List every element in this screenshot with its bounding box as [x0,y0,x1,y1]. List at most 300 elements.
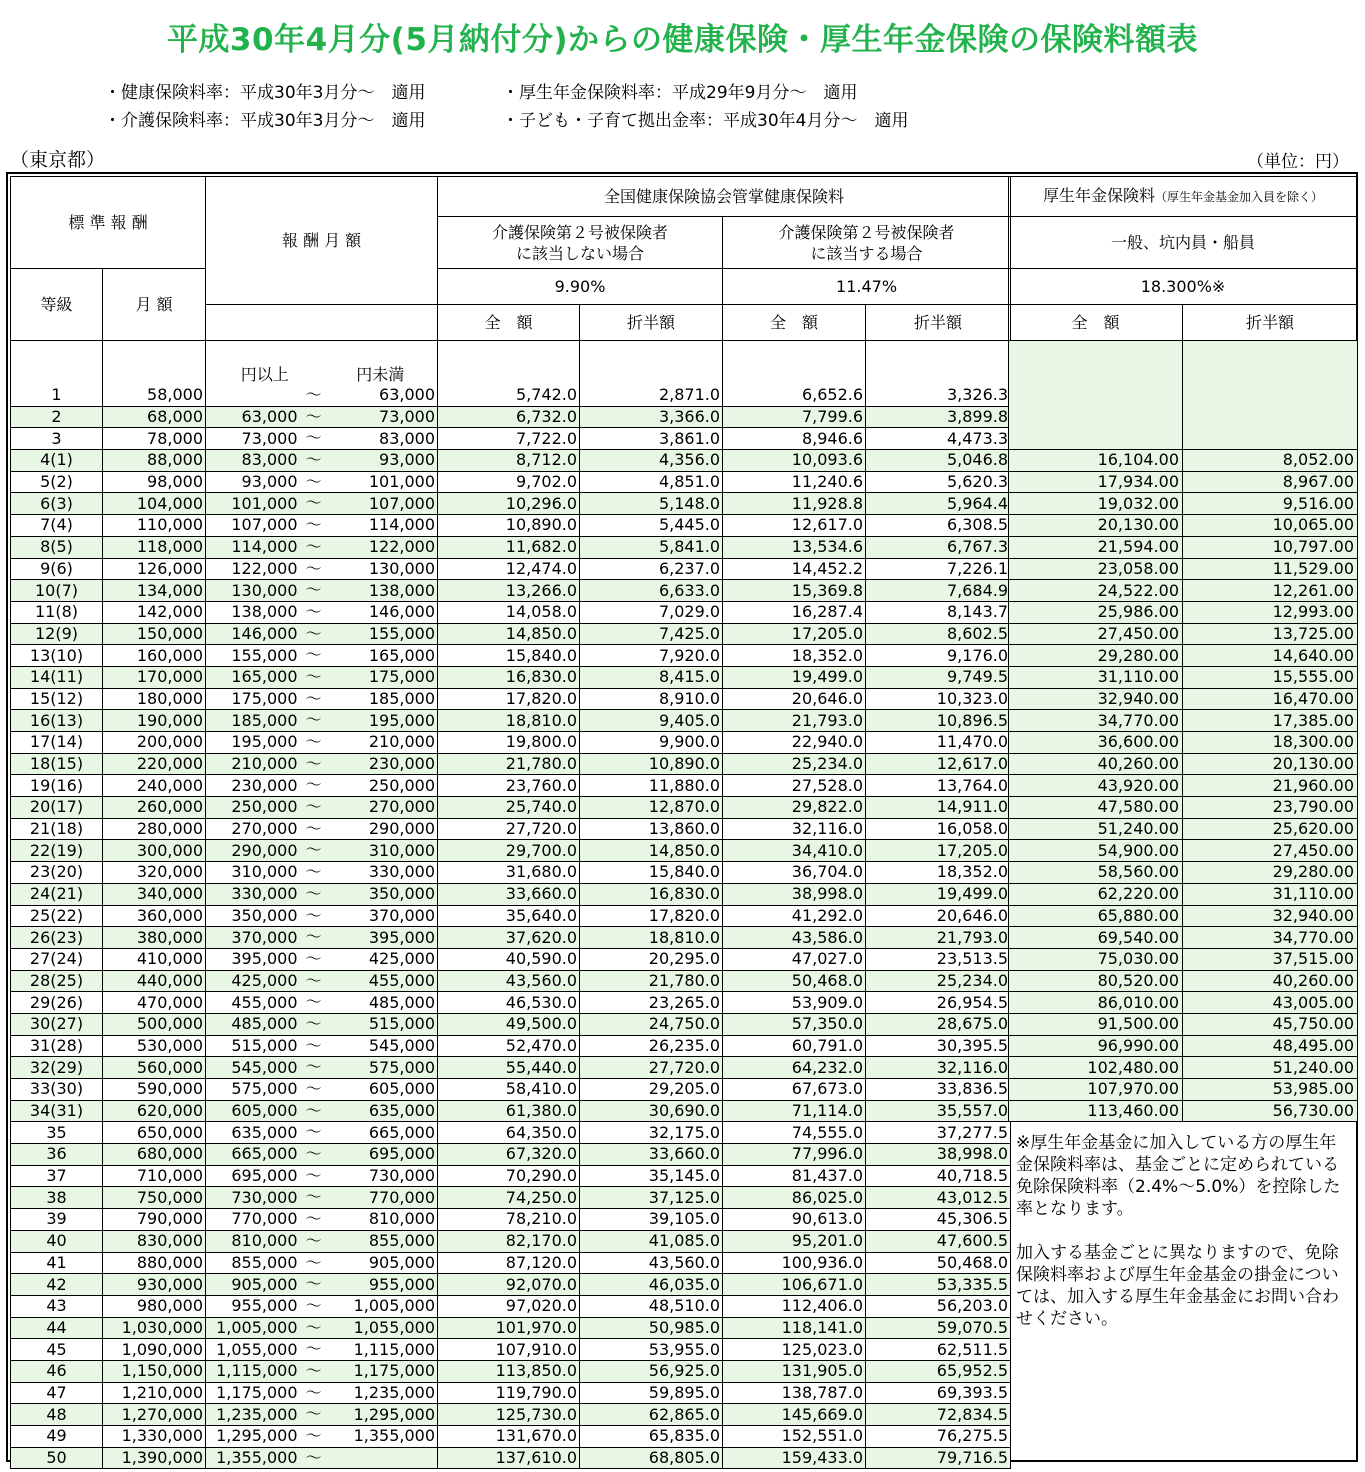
half-amount-cell: 10,890.0 [580,753,723,775]
range-min-cell [206,1187,324,1209]
monthly-cell: 440,000 [103,970,206,992]
pension-full-cell: 58,560.00 [1009,862,1183,884]
full-amount-cell: 11,682.0 [438,536,580,558]
tilde-separator: ～ [305,601,322,621]
pension-full-cell: 17,934.00 [1009,471,1183,493]
monthly-cell: 560,000 [103,1057,206,1079]
pension-half-cell: 8,967.00 [1183,471,1358,493]
range-min-value: 1,175,000 [216,1382,298,1402]
full-amount-cell: 74,555.0 [723,1122,866,1144]
full-amount-cell: 87,120.0 [438,1252,580,1274]
full-amount-cell: 64,232.0 [723,1057,866,1079]
table-row [11,775,1011,797]
pension-row [1009,1057,1358,1079]
range-min-cell [206,471,324,493]
monthly-cell: 150,000 [103,623,206,645]
full-amount-cell: 97,020.0 [438,1295,580,1317]
half-amount-cell: 40,718.5 [866,1165,1011,1187]
pension-units-row [1009,341,1358,385]
half-amount-cell: 8,415.0 [580,666,723,688]
table-row [11,797,1011,819]
grade-cell: 1 [11,385,103,407]
pension-half-cell: 14,640.00 [1183,645,1358,667]
half-amount-cell: 9,405.0 [580,710,723,732]
range-min-value: 122,000 [231,558,298,578]
monthly-cell: 410,000 [103,948,206,970]
range-min-value: 605,000 [231,1101,298,1121]
range-min-cell [206,1165,324,1187]
full-amount-cell: 34,410.0 [723,840,866,862]
full-amount-cell: 31,680.0 [438,862,580,884]
full-amount-cell: 55,440.0 [438,1057,580,1079]
monthly-cell: 200,000 [103,732,206,754]
pension-full-cell [1009,385,1183,407]
region-label: （東京都） [10,149,106,171]
tilde-separator: ～ [305,1013,322,1033]
pension-half-cell: 12,261.00 [1183,580,1358,602]
grade-cell: 8(5) [11,536,103,558]
table-row [11,450,1011,472]
range-max-cell: 695,000 [324,1144,438,1166]
range-min-cell [206,666,324,688]
pension-half-cell: 40,260.00 [1183,970,1358,992]
pension-full-cell: 19,032.00 [1009,493,1183,515]
full-amount-cell: 14,850.0 [438,623,580,645]
tilde-separator: ～ [305,775,322,795]
table-row [11,905,1011,927]
full-amount-cell: 10,890.0 [438,515,580,537]
range-max-cell: 1,235,000 [324,1382,438,1404]
range-min-value: 138,000 [231,602,298,622]
full-amount-cell: 86,025.0 [723,1187,866,1209]
pension-half-cell: 10,797.00 [1183,536,1358,558]
half-amount-cell: 68,805.0 [580,1447,723,1469]
pension-row [1009,645,1358,667]
monthly-cell: 68,000 [103,406,206,428]
full-amount-cell: 6,652.6 [723,385,866,407]
half-amount-cell: 17,205.0 [866,840,1011,862]
child-rate-note: ・子ども・子育て拠出金率：平成30年4月分～ 適用 [502,111,909,131]
monthly-cell: 126,000 [103,558,206,580]
half-amount-cell: 3,326.3 [866,385,1011,407]
half-amount-cell: 21,793.0 [866,927,1011,949]
full-amount-cell: 13,534.6 [723,536,866,558]
monthly-cell: 750,000 [103,1187,206,1209]
half-amount-cell: 18,352.0 [866,862,1011,884]
full-amount-cell: 61,380.0 [438,1100,580,1122]
range-min-cell [206,1230,324,1252]
grade-cell: 49 [11,1426,103,1448]
pension-half-cell: 16,470.00 [1183,688,1358,710]
pension-row [1009,775,1358,797]
range-min-value: 770,000 [231,1209,298,1229]
full-amount-cell: 23,760.0 [438,775,580,797]
pension-full-cell: 54,900.00 [1009,840,1183,862]
not-care-header: 介護保険第２号被保険者 に該当しない場合 [438,217,723,269]
range-max-cell: 83,000 [324,428,438,450]
half-amount-cell: 28,675.0 [866,1013,1011,1035]
tilde-separator: ～ [305,1079,322,1098]
pension-row [1009,797,1358,819]
grade-cell: 10(7) [11,580,103,602]
grade-cell: 6(3) [11,493,103,515]
range-min-cell [206,1079,324,1101]
monthly-cell: 790,000 [103,1209,206,1231]
monthly-cell: 88,000 [103,450,206,472]
table-row [11,1317,1011,1339]
half-amount-cell: 39,105.0 [580,1209,723,1231]
tilde-separator: ～ [305,1404,322,1424]
half-amount-cell: 35,145.0 [580,1165,723,1187]
range-min-cell [206,515,324,537]
tilde-separator: ～ [305,558,322,578]
range-min-value: 1,235,000 [216,1404,298,1424]
tilde-separator: ～ [305,1295,322,1315]
full-amount-cell: 43,560.0 [438,970,580,992]
tilde-separator: ～ [305,1187,322,1207]
yen-min-label: 円以上 [206,341,324,385]
range-min-value: 175,000 [231,688,298,708]
full-amount-cell: 50,468.0 [723,970,866,992]
half-amount-cell: 12,617.0 [866,753,1011,775]
half-amount-cell: 10,896.5 [866,710,1011,732]
range-min-cell [206,1339,324,1361]
pension-subtitle: （厚生年金基金加入員を除く） [1155,190,1324,204]
half-amount-cell: 62,865.0 [580,1404,723,1426]
pension-full-cell [1009,428,1183,450]
full-amount-cell: 11,240.6 [723,471,866,493]
half-amount-cell: 26,235.0 [580,1035,723,1057]
page-title: 平成30年4月分(5月納付分)からの健康保険・厚生年金保険の保険料額表 [166,22,1199,58]
half-amount-cell: 9,749.5 [866,666,1011,688]
pension-full-cell: 34,770.00 [1009,710,1183,732]
tilde-separator: ～ [305,1057,322,1077]
pension-full-cell: 102,480.00 [1009,1057,1183,1079]
pension-title: 厚生年金保険料 [1042,186,1155,205]
pension-full-cell: 80,520.00 [1009,970,1183,992]
range-max-cell: 130,000 [324,558,438,580]
pension-half-cell: 17,385.00 [1183,710,1358,732]
half-amount-cell: 32,116.0 [866,1057,1011,1079]
pension-full-cell: 29,280.00 [1009,645,1183,667]
full-amount-cell: 82,170.0 [438,1230,580,1252]
range-max-cell: 515,000 [324,1013,438,1035]
half-amount-cell: 20,646.0 [866,905,1011,927]
monthly-cell: 980,000 [103,1295,206,1317]
half-amount-cell: 38,998.0 [866,1144,1011,1166]
half-amount-cell: 6,633.0 [580,580,723,602]
half-amount-cell: 76,275.5 [866,1426,1011,1448]
table-row [11,623,1011,645]
tilde-separator: ～ [305,1426,322,1445]
care-header: 介護保険第２号被保険者 に該当する場合 [723,217,1011,269]
pension-half-cell [1183,385,1358,407]
range-max-cell: 455,000 [324,970,438,992]
half-amount-cell: 48,510.0 [580,1295,723,1317]
table-row [11,1144,1011,1166]
grade-cell: 32(29) [11,1057,103,1079]
pension-half-cell: 56,730.00 [1183,1100,1358,1122]
range-min-value: 330,000 [231,884,298,904]
range-max-cell: 93,000 [324,450,438,472]
half-amount-cell: 7,226.1 [866,558,1011,580]
grade-header: 等級 [11,269,103,341]
full-amount-cell: 35,640.0 [438,905,580,927]
range-min-value: 230,000 [231,775,298,795]
full-amount-cell: 131,670.0 [438,1426,580,1448]
range-min-cell [206,428,324,450]
full-amount-cell: 47,027.0 [723,948,866,970]
table-row [11,1079,1011,1101]
full-amount-cell: 92,070.0 [438,1274,580,1296]
half-amount-cell: 56,925.0 [580,1360,723,1382]
range-min-value: 1,295,000 [216,1426,298,1446]
range-min-value: 1,355,000 [216,1448,298,1468]
pension-half-cell: 29,280.00 [1183,862,1358,884]
range-max-cell: 122,000 [324,536,438,558]
full-amount-cell: 17,205.0 [723,623,866,645]
range-max-cell: 195,000 [324,710,438,732]
range-max-cell: 905,000 [324,1252,438,1274]
pension-half-cell: 21,960.00 [1183,775,1358,797]
grade-cell: 29(26) [11,992,103,1014]
pension-row [1009,862,1358,884]
full-amount-cell: 27,528.0 [723,775,866,797]
monthly-cell: 160,000 [103,645,206,667]
half-amount-cell: 59,070.5 [866,1317,1011,1339]
tilde-separator: ～ [305,493,322,513]
range-min-cell [206,406,324,428]
full-amount-cell: 29,700.0 [438,840,580,862]
range-max-cell: 1,005,000 [324,1295,438,1317]
pension-full-cell [1009,406,1183,428]
pension-half-cell: 37,515.00 [1183,948,1358,970]
range-min-value: 146,000 [231,623,298,643]
tilde-separator: ～ [305,927,322,947]
range-max-cell: 770,000 [324,1187,438,1209]
full-amount-cell: 145,669.0 [723,1404,866,1426]
half-amount-cell: 8,602.5 [866,623,1011,645]
range-min-cell [206,1404,324,1426]
pension-half-cell: 20,130.00 [1183,753,1358,775]
range-max-cell: 107,000 [324,493,438,515]
half-amount-cell: 47,600.5 [866,1230,1011,1252]
pension-half-cell: 10,065.00 [1183,515,1358,537]
monthly-cell: 190,000 [103,710,206,732]
range-max-cell: 1,355,000 [324,1426,438,1448]
pension-row [1009,753,1358,775]
pension-row [1009,666,1358,688]
range-max-cell: 545,000 [324,1035,438,1057]
range-min-cell [206,1013,324,1035]
health-rate-note: ・健康保険料率：平成30年3月分～ 適用 [104,83,426,103]
full-amount-cell: 137,610.0 [438,1447,580,1469]
monthly-cell: 500,000 [103,1013,206,1035]
pension-full-cell: 113,460.00 [1009,1100,1183,1122]
full-amount-cell: 52,470.0 [438,1035,580,1057]
grade-cell: 45 [11,1339,103,1361]
full-amount-cell: 7,799.6 [723,406,866,428]
range-min-cell [206,645,324,667]
table-row [11,927,1011,949]
half-amount-cell: 6,308.5 [866,515,1011,537]
half-amount-cell: 26,954.5 [866,992,1011,1014]
table-row [11,666,1011,688]
full-amount-cell: 118,141.0 [723,1317,866,1339]
full-amount-cell: 29,822.0 [723,797,866,819]
table-row [11,1274,1011,1296]
table-row [11,428,1011,450]
full-amount-cell: 9,702.0 [438,471,580,493]
full-header: 全 額 [438,305,580,341]
half-amount-cell: 37,277.5 [866,1122,1011,1144]
pension-half-header: 折半額 [1183,305,1358,341]
table-row [11,818,1011,840]
pension-half-cell: 53,985.00 [1183,1079,1358,1101]
tilde-separator: ～ [305,623,322,643]
pension-row [1009,558,1358,580]
range-min-value: 93,000 [241,472,298,492]
pension-row [1009,471,1358,493]
grade-cell: 34(31) [11,1100,103,1122]
full-amount-cell: 20,646.0 [723,688,866,710]
pension-row [1009,601,1358,623]
range-min-value: 83,000 [241,450,298,470]
half-amount-cell: 50,985.0 [580,1317,723,1339]
pension-row [1009,493,1358,515]
tilde-separator: ～ [305,948,322,968]
full-amount-cell: 95,201.0 [723,1230,866,1252]
full-amount-cell: 22,940.0 [723,732,866,754]
tilde-separator: ～ [305,666,322,686]
table-row [11,732,1011,754]
table-row [11,970,1011,992]
table-row [11,1426,1011,1448]
range-max-cell: 155,000 [324,623,438,645]
tilde-separator: ～ [305,1360,322,1380]
range-min-cell [206,385,324,407]
range-min-value: 905,000 [231,1274,298,1294]
range-max-cell: 270,000 [324,797,438,819]
half-amount-cell: 6,767.3 [866,536,1011,558]
half-amount-cell: 5,620.3 [866,471,1011,493]
half-amount-cell: 5,841.0 [580,536,723,558]
monthly-cell: 830,000 [103,1230,206,1252]
premium-table [10,176,1011,1469]
half-amount-cell: 53,335.5 [866,1274,1011,1296]
pension-row [1009,970,1358,992]
full-amount-cell: 18,810.0 [438,710,580,732]
monthly-cell: 300,000 [103,840,206,862]
grade-cell: 43 [11,1295,103,1317]
half-amount-cell: 8,143.7 [866,601,1011,623]
pension-row [1009,406,1358,428]
full-amount-cell: 25,740.0 [438,797,580,819]
range-max-cell: 425,000 [324,948,438,970]
pension-half-cell: 9,516.00 [1183,493,1358,515]
pension-header [1009,177,1358,217]
table-row [11,1339,1011,1361]
range-min-cell [206,862,324,884]
tilde-separator: ～ [305,1447,322,1467]
grade-cell: 36 [11,1144,103,1166]
table-row [11,840,1011,862]
range-min-cell [206,1447,324,1469]
grade-cell: 50 [11,1447,103,1469]
grade-cell: 5(2) [11,471,103,493]
half-amount-cell: 13,860.0 [580,818,723,840]
note-paragraph-2: 加入する基金ごとに異なりますので、免除保険料率および厚生年金基金の掛金については、加入する厚生年金基金にお問い合わせください。 [1016,1243,1339,1329]
pension-row [1009,1035,1358,1057]
table-row [11,1122,1011,1144]
pension-row [1009,732,1358,754]
monthly-cell: 280,000 [103,818,206,840]
table-row [11,385,1011,407]
pension-full-cell: 51,240.00 [1009,818,1183,840]
kyokai-header: 全国健康保険協会管掌健康保険料 [438,177,1011,217]
note-paragraph-1: ※厚生年金基金に加入している方の厚生年金保険料率は、基金ごとに定められている免除保険料率（2.4%～5.0%）を控除した率となります。 [1016,1133,1341,1219]
full-amount-cell: 125,730.0 [438,1404,580,1426]
grade-cell: 19(16) [11,775,103,797]
range-min-value: 730,000 [231,1187,298,1207]
standard-header: 標 準 報 酬 [11,177,206,269]
tilde-separator: ～ [305,862,322,882]
monthly-cell: 590,000 [103,1079,206,1101]
pension-full-cell: 24,522.00 [1009,580,1183,602]
monthly-cell: 180,000 [103,688,206,710]
monthly-cell: 360,000 [103,905,206,927]
range-min-cell [206,927,324,949]
tilde-separator: ～ [305,1339,322,1359]
pension-row [1009,992,1358,1014]
half-amount-cell: 4,356.0 [580,450,723,472]
tilde-separator: ～ [305,1165,322,1185]
pension-half-cell: 48,495.00 [1183,1035,1358,1057]
range-min-value: 955,000 [231,1296,298,1316]
grade-cell: 20(17) [11,797,103,819]
monthly-cell: 620,000 [103,1100,206,1122]
pension-half-cell [1183,406,1358,428]
grade-cell: 4(1) [11,450,103,472]
tilde-separator: ～ [305,1382,322,1402]
range-min-value: 63,000 [241,407,298,427]
full-amount-cell: 78,210.0 [438,1209,580,1231]
tilde-separator: ～ [305,450,322,470]
range-min-value: 250,000 [231,797,298,817]
range-min-cell [206,1426,324,1448]
grade-cell: 14(11) [11,666,103,688]
pension-row [1009,580,1358,602]
full-amount-cell: 112,406.0 [723,1295,866,1317]
grade-cell: 28(25) [11,970,103,992]
grade-cell: 17(14) [11,732,103,754]
tilde-separator: ～ [305,1274,322,1294]
pension-half-cell: 12,993.00 [1183,601,1358,623]
full-amount-cell: 107,910.0 [438,1339,580,1361]
range-min-value: 810,000 [231,1231,298,1251]
half-amount-cell: 7,425.0 [580,623,723,645]
table-row [11,1187,1011,1209]
full-amount-cell: 12,617.0 [723,515,866,537]
range-min-cell [206,840,324,862]
full-amount-cell: 11,928.8 [723,493,866,515]
half-amount-cell: 79,716.5 [866,1447,1011,1469]
range-min-value: 545,000 [231,1057,298,1077]
table-row [11,710,1011,732]
range-max-cell: 185,000 [324,688,438,710]
monthly-header: 月 額 [103,269,206,341]
tilde-separator: ～ [305,1230,322,1250]
